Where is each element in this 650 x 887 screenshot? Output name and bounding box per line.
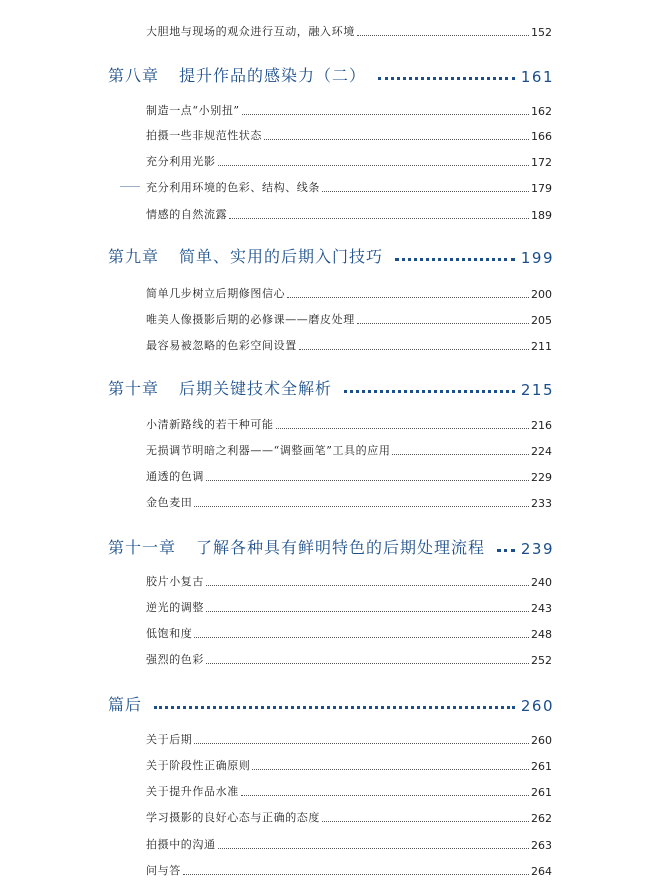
chapter-number: 第十章 — [108, 379, 160, 398]
entry-page: 224 — [531, 445, 552, 458]
entry-page: 229 — [531, 471, 552, 484]
leader-dots — [264, 138, 529, 140]
entry-title: 强烈的色彩 — [146, 653, 204, 666]
chapter-title: 简单、实用的后期入门技巧 — [179, 247, 384, 266]
chapter-heading — [108, 62, 554, 86]
entry-page: 263 — [531, 839, 552, 852]
entry-title: 拍摄一些非规范性状态 — [146, 129, 262, 142]
toc-entry — [146, 206, 552, 222]
leader-dots — [344, 389, 515, 393]
toc-entry — [146, 285, 552, 301]
leader-dots — [287, 296, 529, 298]
leader-dots — [218, 164, 529, 166]
chapter-title: 了解各种具有鲜明特色的后期处理流程 — [196, 538, 486, 557]
toc-entry — [146, 651, 552, 667]
leader-dots — [206, 610, 529, 612]
entry-title: 唯美人像摄影后期的必修课——磨皮处理 — [146, 313, 355, 326]
entry-title: 通透的色调 — [146, 470, 204, 483]
toc-entry — [146, 127, 552, 143]
toc-entry — [146, 102, 552, 118]
chapter-page: 199 — [520, 249, 554, 267]
entry-page: 243 — [531, 602, 552, 615]
entry-title: 逆光的调整 — [146, 601, 204, 614]
leader-dots — [154, 705, 515, 709]
entry-title: 关于提升作品水准 — [146, 785, 239, 798]
toc-entry — [146, 442, 552, 458]
leader-dots — [218, 847, 529, 849]
toc-entry — [146, 179, 552, 195]
entry-page: 189 — [531, 209, 552, 222]
leader-dots — [276, 427, 529, 429]
chapter-number: 第九章 — [108, 247, 160, 266]
entry-title: 拍摄中的沟通 — [146, 838, 216, 851]
leader-dots — [497, 548, 515, 552]
entry-title: 最容易被忽略的色彩空间设置 — [146, 339, 297, 352]
entry-title: 小清新路线的若干种可能 — [146, 418, 274, 431]
leader-dots — [206, 479, 529, 481]
entry-title: 关于阶段性正确原则 — [146, 759, 251, 772]
chapter-title: 提升作品的感染力（二） — [179, 66, 367, 85]
toc-entry — [146, 757, 552, 773]
entry-title: 低饱和度 — [146, 627, 193, 640]
entry-title: 问与答 — [146, 864, 181, 877]
entry-title: 大胆地与现场的观众进行互动，融入环境 — [146, 25, 355, 38]
entry-title: 充分利用环境的色彩、结构、线条 — [146, 181, 320, 194]
leader-dots — [252, 768, 529, 770]
leader-dots — [183, 873, 529, 875]
leader-dots — [378, 76, 515, 80]
entry-title: 关于后期 — [146, 733, 193, 746]
chapter-page: 260 — [520, 697, 554, 715]
toc-entry — [146, 153, 552, 169]
toc-entry — [146, 337, 552, 353]
toc-entry — [146, 783, 552, 799]
entry-title: 充分利用光影 — [146, 155, 216, 168]
leader-dots — [194, 505, 529, 507]
entry-page: 261 — [531, 760, 552, 773]
toc-entry — [146, 862, 552, 878]
toc-entry — [146, 809, 552, 825]
entry-page: 172 — [531, 156, 552, 169]
chapter-heading — [108, 375, 554, 399]
leader-dots — [395, 257, 515, 261]
margin-mark — [120, 186, 140, 187]
entry-title: 无损调节明暗之利器——“调整画笔”工具的应用 — [146, 444, 391, 457]
leader-dots — [322, 190, 529, 192]
toc-entry — [146, 494, 552, 510]
chapter-page: 215 — [520, 381, 554, 399]
toc-entry — [146, 416, 552, 432]
entry-page: 252 — [531, 654, 552, 667]
entry-page: 152 — [531, 26, 552, 39]
toc-entry — [146, 23, 552, 39]
chapter-heading — [108, 691, 554, 715]
leader-dots — [194, 742, 529, 744]
chapter-page: 239 — [520, 540, 554, 558]
entry-page: 200 — [531, 288, 552, 301]
entry-page: 260 — [531, 734, 552, 747]
leader-dots — [241, 794, 529, 796]
entry-page: 240 — [531, 576, 552, 589]
chapter-number: 第十一章 — [108, 538, 177, 557]
toc-entry — [146, 468, 552, 484]
entry-title: 学习摄影的良好心态与正确的态度 — [146, 811, 320, 824]
entry-page: 233 — [531, 497, 552, 510]
entry-page: 264 — [531, 865, 552, 878]
entry-page: 248 — [531, 628, 552, 641]
leader-dots — [392, 453, 529, 455]
leader-dots — [229, 217, 529, 219]
leader-dots — [322, 820, 529, 822]
leader-dots — [357, 322, 529, 324]
toc-entry — [146, 573, 552, 589]
chapter-title: 后期关键技术全解析 — [179, 379, 333, 398]
entry-page: 166 — [531, 130, 552, 143]
leader-dots — [194, 636, 529, 638]
leader-dots — [299, 348, 529, 350]
toc-entry — [146, 836, 552, 852]
leader-dots — [242, 113, 529, 115]
entry-page: 262 — [531, 812, 552, 825]
leader-dots — [357, 34, 529, 36]
entry-title: 情感的自然流露 — [146, 208, 228, 221]
chapter-heading — [108, 243, 554, 267]
entry-title: 简单几步树立后期修图信心 — [146, 287, 286, 300]
entry-page: 205 — [531, 314, 552, 327]
entry-page: 216 — [531, 419, 552, 432]
entry-page: 261 — [531, 786, 552, 799]
entry-title: 胶片小复古 — [146, 575, 204, 588]
chapter-page: 161 — [520, 68, 554, 86]
entry-page: 179 — [531, 182, 552, 195]
chapter-heading — [108, 534, 554, 558]
leader-dots — [206, 584, 529, 586]
toc-entry — [146, 731, 552, 747]
toc-entry — [146, 599, 552, 615]
entry-title: 制造一点“小别扭” — [146, 104, 240, 117]
toc-entry — [146, 311, 552, 327]
chapter-number: 第八章 — [108, 66, 160, 85]
leader-dots — [206, 662, 529, 664]
entry-page: 162 — [531, 105, 552, 118]
toc-entry — [146, 625, 552, 641]
chapter-number: 篇后 — [108, 695, 143, 714]
entry-title: 金色麦田 — [146, 496, 193, 509]
entry-page: 211 — [531, 340, 552, 353]
